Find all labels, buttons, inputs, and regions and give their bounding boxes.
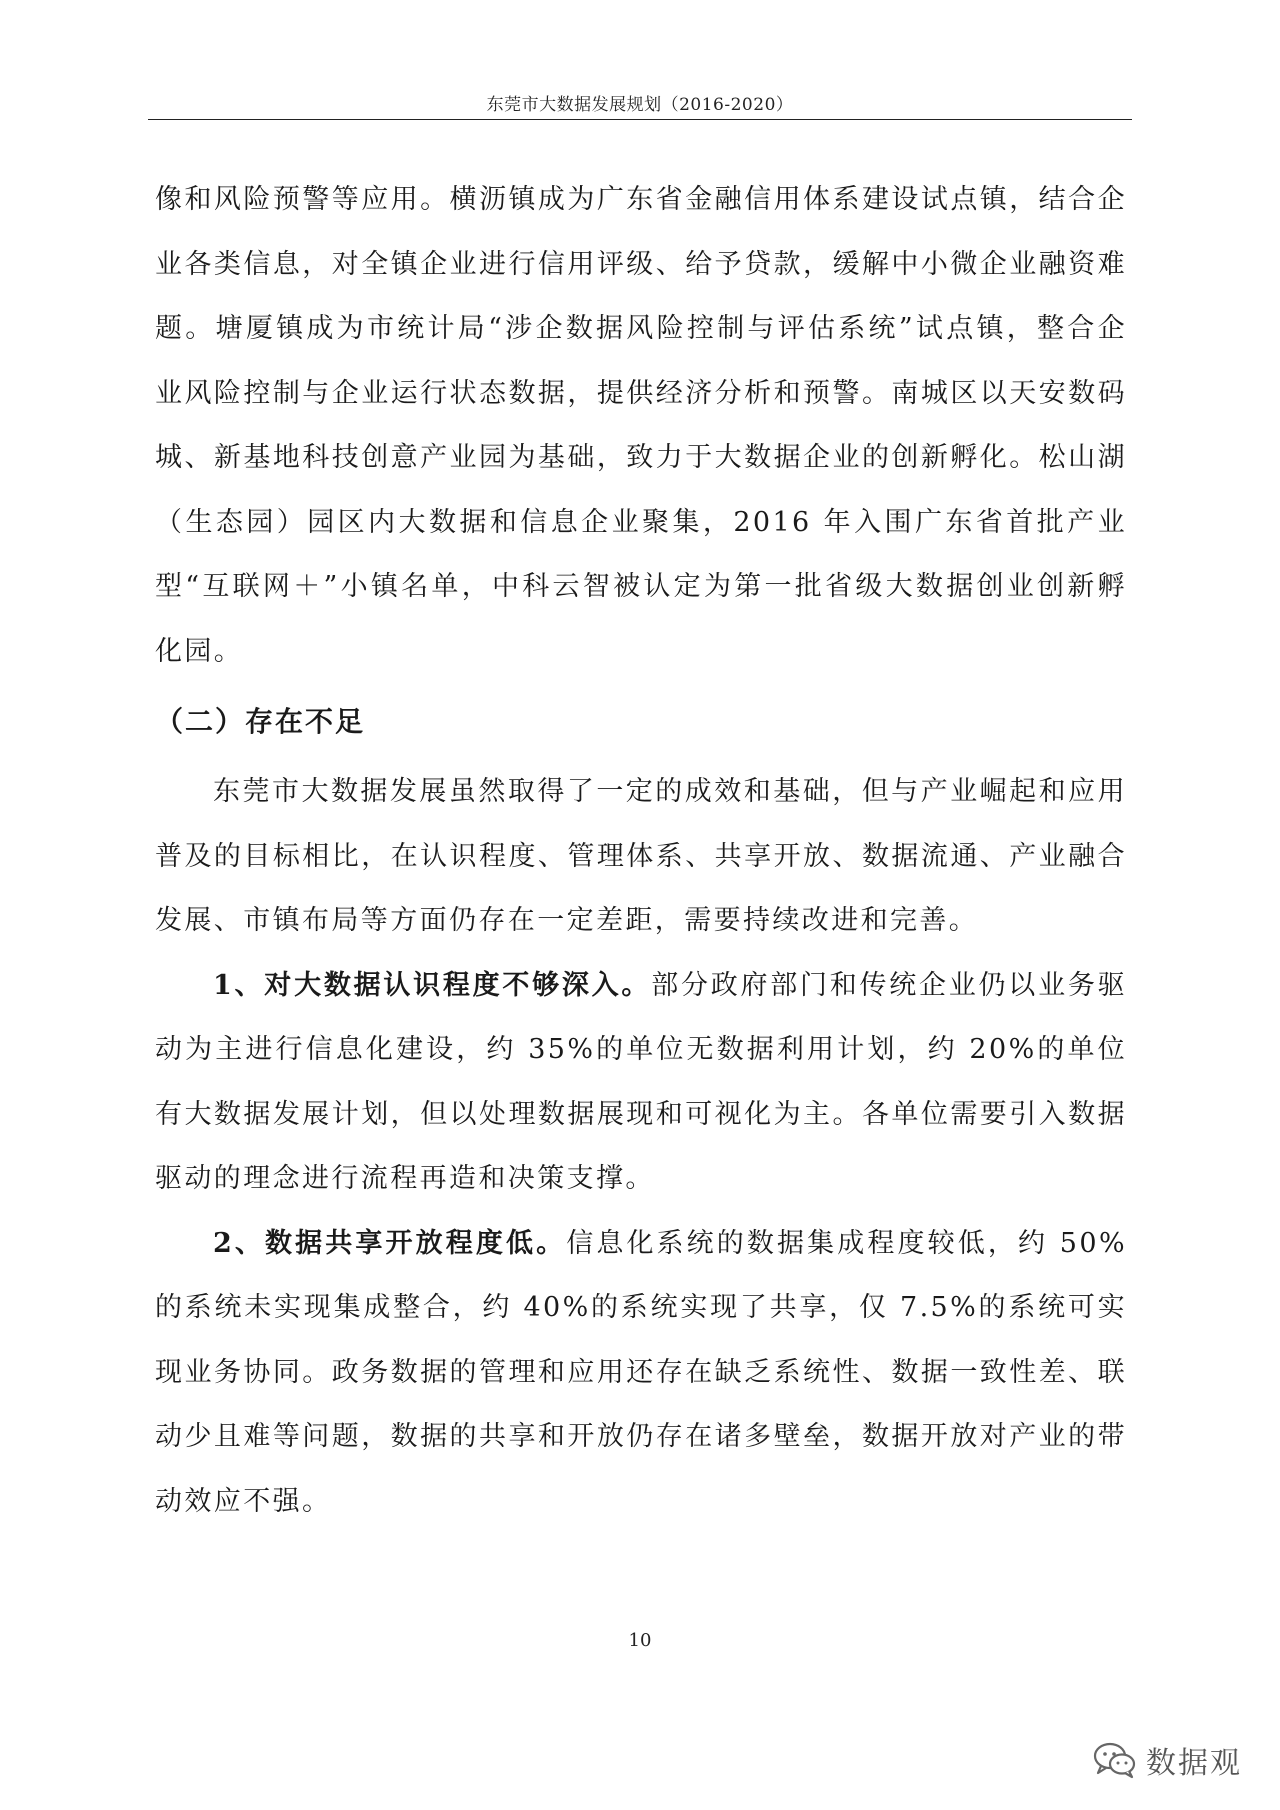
running-header: 东莞市大数据发展规划（2016-2020） <box>486 95 794 115</box>
watermark <box>1092 1738 1242 1782</box>
list-item-2 <box>155 1212 1127 1535</box>
header-rule <box>148 119 1132 120</box>
section-heading: （二）存在不足 <box>155 705 366 738</box>
list-item-1-body: 部分政府部门和传统企业仍以业务驱动为主进行信息化建设，约 35%的单位无数据利用计划，约 20%的单位有大数据发展计划，但以处理数据展现和可视化为主。各单位需要引入数据驱动的理念进行流程再造和决策支撑。 <box>155 969 1127 1194</box>
watermark-text: 数据观 <box>1146 1746 1242 1781</box>
list-item-1 <box>155 954 1127 1212</box>
paragraph-intro: 东莞市大数据发展虽然取得了一定的成效和基础，但与产业崛起和应用普及的目标相比，在认识程度、管理体系、共享开放、数据流通、产业融合发展、市镇布局等方面仍存在一定差距，需要持续改进和完善。 <box>155 776 1127 936</box>
page-number: 10 <box>628 1630 652 1651</box>
list-item-2-lead: 2、数据共享开放程度低。 <box>213 1227 567 1259</box>
wechat-icon <box>1092 1740 1138 1780</box>
document-body <box>155 168 1127 1534</box>
paragraph-continued: 像和风险预警等应用。横沥镇成为广东省金融信用体系建设试点镇，结合企业各类信息，对全镇企业进行信用评级、给予贷款，缓解中小微企业融资难题。塘厦镇成为市统计局“涉企数据风险控制与评估系统”试点镇，整合企业风险控制与企业运行状态数据，提供经济分析和预警。南城区以天安数码城、新基地科技创意产业园为基础，致力于大数据企业的创新孵化。松山湖（生态园）园区内大数据和信息企业聚集，2016 年入围广东省首批产业型“互联网＋”小镇名单，中科云智被认定为第一批省级大数据创业创新孵化园。 <box>155 184 1127 667</box>
list-item-2-body: 信息化系统的数据集成程度较低，约 50%的系统未实现集成整合，约 40%的系统实现了共享，仅 7.5%的系统可实现业务协同。政务数据的管理和应用还存在缺乏系统性、数据一致性差、联动少且难等问题，数据的共享和开放仍存在诸多壁垒，数据开放对产业的带动效应不强。 <box>155 1227 1127 1517</box>
list-item-1-lead: 1、对大数据认识程度不够深入。 <box>213 969 652 1001</box>
